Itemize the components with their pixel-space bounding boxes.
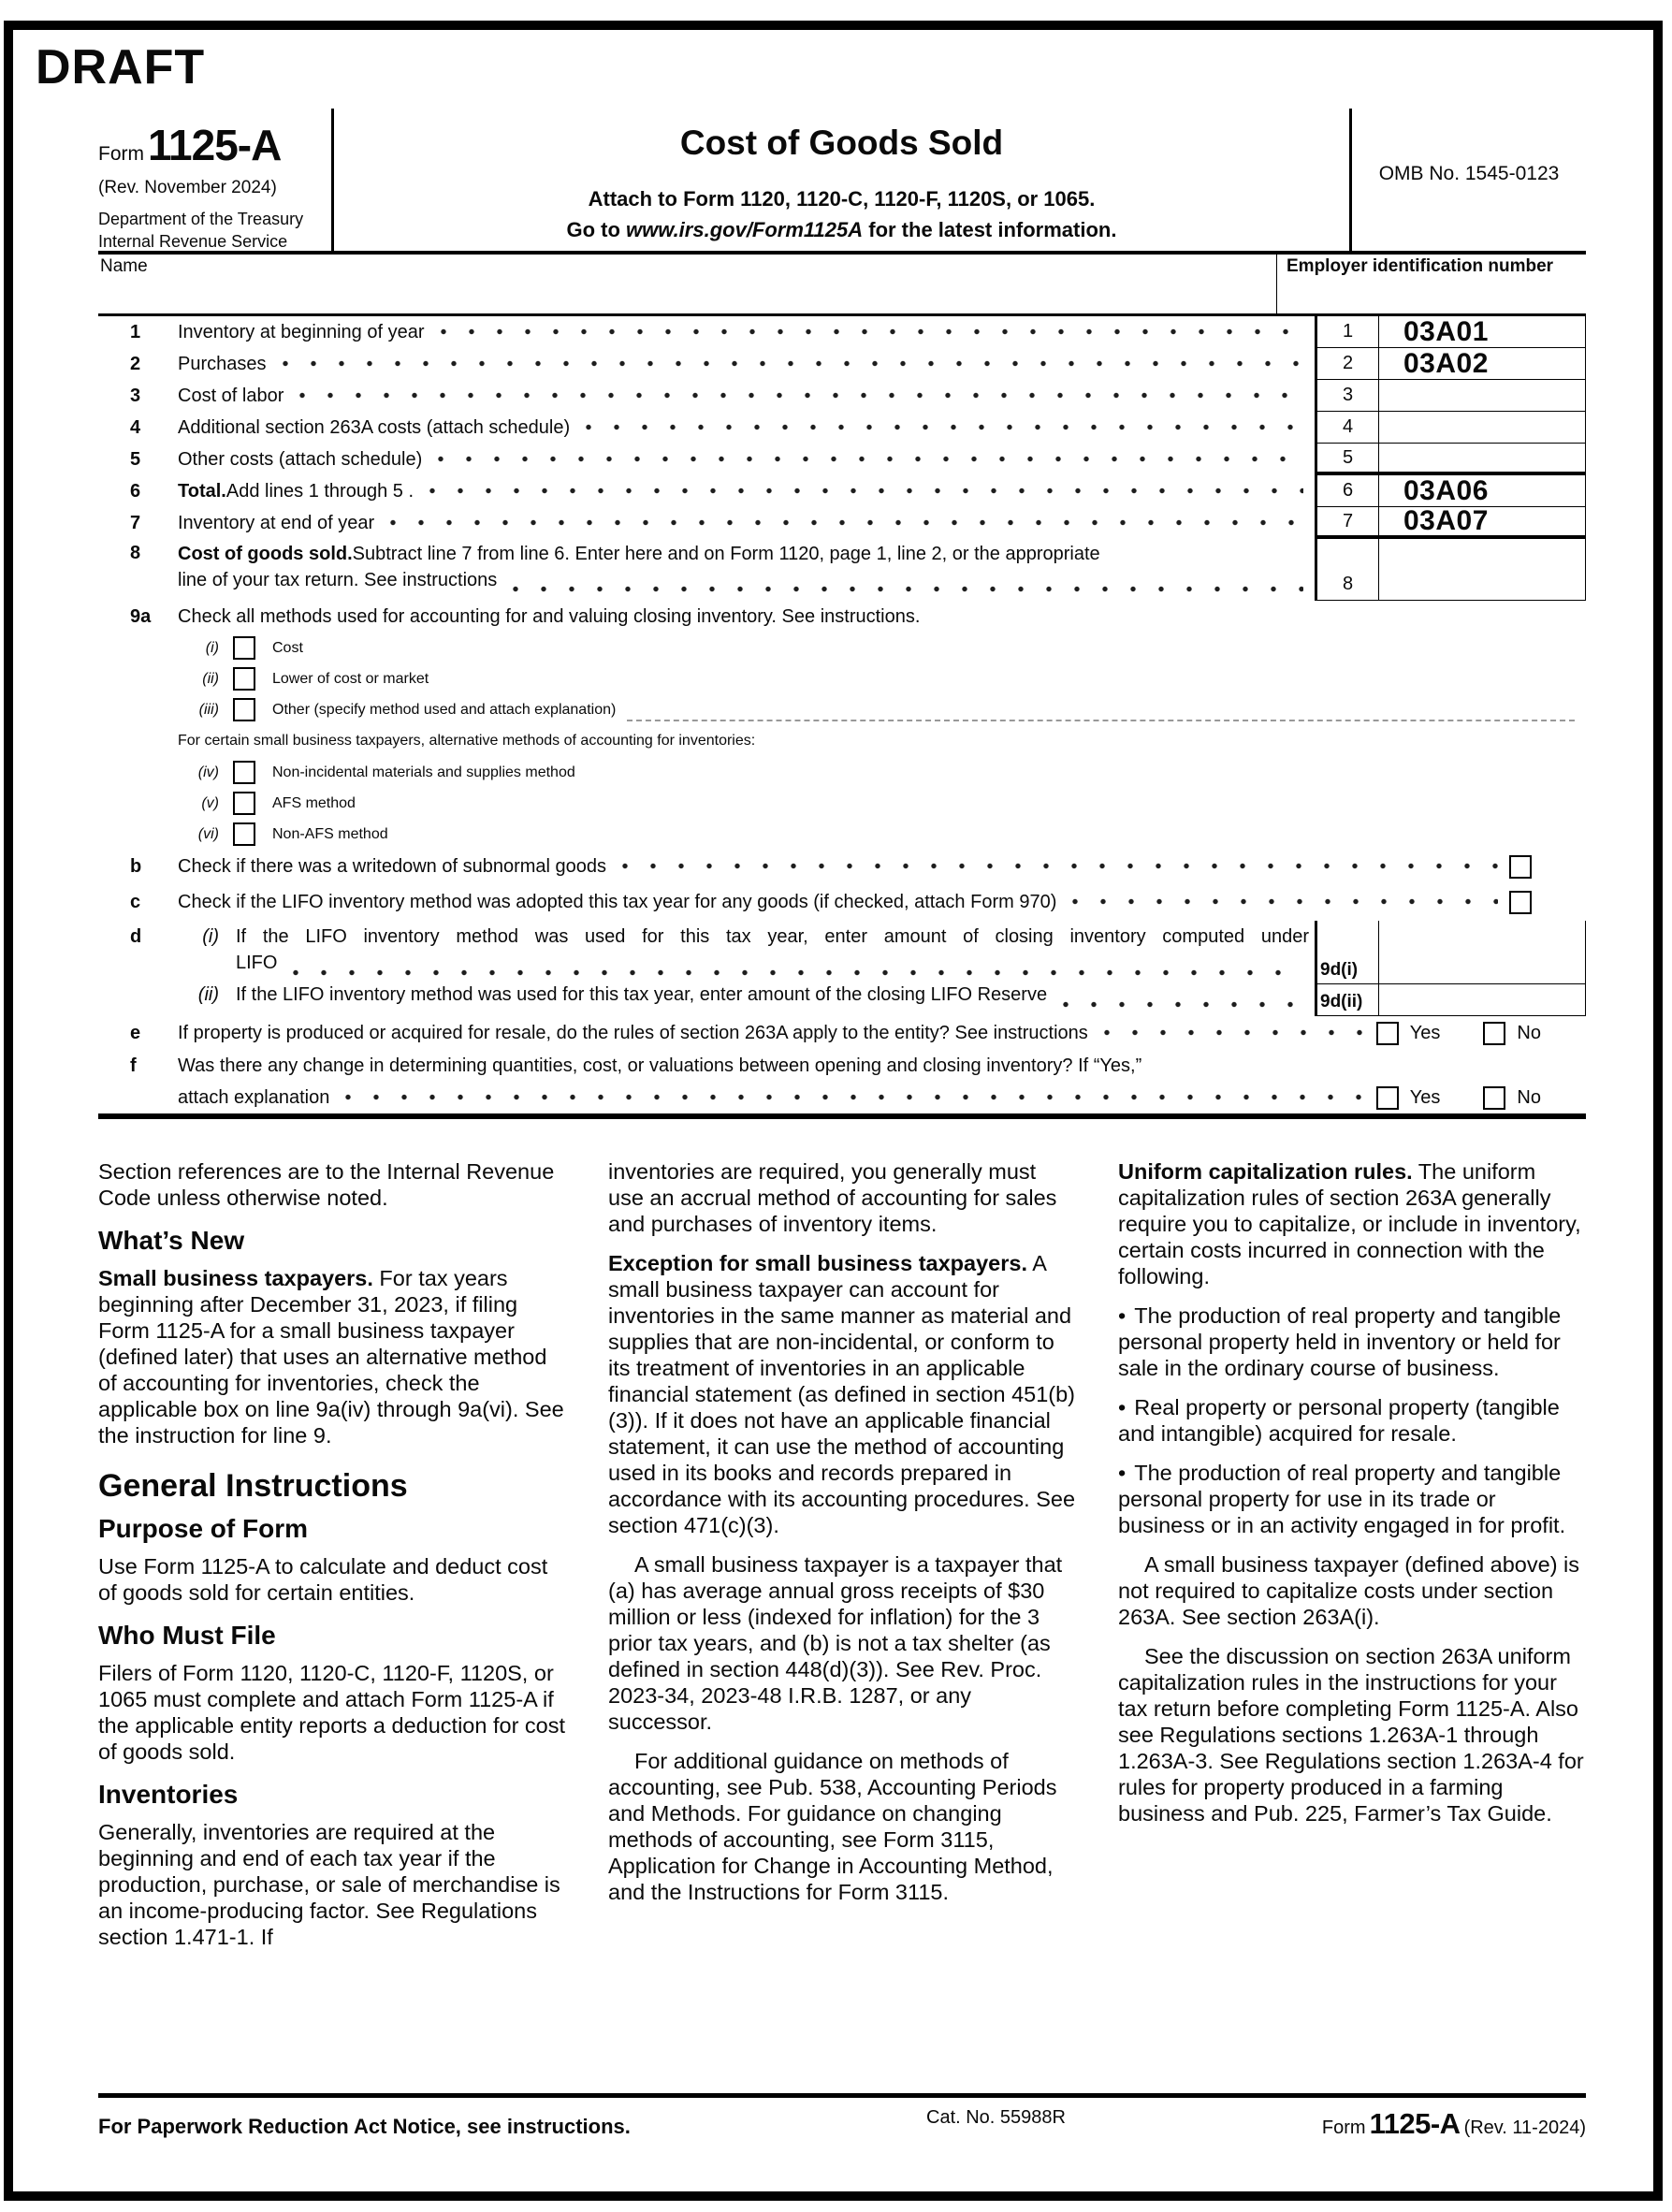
line-4-label: Additional section 263A costs (attach schedule) <box>178 416 571 438</box>
form-line-9d <box>98 921 1586 1016</box>
heading-who-must-file: Who Must File <box>98 1621 276 1650</box>
line-3-box-number: 3 <box>1315 380 1378 412</box>
footer-revision: (Rev. 11-2024) <box>1463 2117 1586 2138</box>
agency-block <box>98 208 331 253</box>
line-2-value: 03A02 <box>1403 347 1489 379</box>
line-5-amount-field[interactable] <box>1378 444 1586 475</box>
line-9d-ii-box-label: 9d(ii) <box>1317 984 1379 1015</box>
dot-leader <box>427 487 1303 495</box>
footer-form-number: 1125-A <box>1369 2107 1461 2140</box>
form-line-3 <box>98 380 1586 412</box>
line-9d-ii-box-row <box>1317 984 1585 1016</box>
ein-field[interactable] <box>1287 277 1586 309</box>
ein-cell <box>1277 251 1586 313</box>
method-row-iv <box>98 757 1586 788</box>
line-9d-box-column <box>1315 921 1586 1016</box>
instructions-column-3 <box>1118 1158 1586 1963</box>
line-1-box-number: 1 <box>1315 316 1378 348</box>
name-label: Name <box>100 256 148 276</box>
line-4-number: 4 <box>130 416 141 438</box>
goto-instruction <box>334 218 1349 242</box>
omb-block <box>1352 109 1586 251</box>
line-6-number: 6 <box>130 480 141 502</box>
checkbox-9a-v-afs[interactable] <box>233 792 255 815</box>
line-8-amount-field[interactable] <box>1378 539 1586 601</box>
dot-leader <box>619 862 1498 870</box>
form-line-9e <box>98 1016 1586 1050</box>
goto-prefix: Go to <box>566 218 627 241</box>
dot-leader <box>1101 1028 1365 1037</box>
dot-leader <box>438 327 1303 336</box>
label-9f-no: No <box>1517 1086 1541 1108</box>
line-9a-intro: Check all methods used for accounting for and valuing closing inventory. See instructions. <box>178 605 921 627</box>
para-inventories-continued: inventories are required, you generally must use an accrual method of accounting for sales and purchases of inventory items. <box>608 1159 1057 1236</box>
heading-whats-new: What’s New <box>98 1226 245 1255</box>
line-8-label-line2: line of your tax return. See instructions <box>178 570 498 590</box>
line-9e-yes-no <box>1376 1022 1541 1045</box>
form-revision: (Rev. November 2024) <box>98 178 277 197</box>
para-purpose: Use Form 1125-A to calculate and deduct cost of goods sold for certain entities. <box>98 1554 548 1605</box>
dot-leader <box>297 391 1303 400</box>
line-9d-i-box-row <box>1317 921 1585 984</box>
bullet-production-inventory: • The production of real property and tangible personal property held in inventory or held for sale in the ordinary course of business. <box>1118 1303 1562 1380</box>
checkbox-9a-iii-other[interactable] <box>233 698 255 721</box>
alt-methods-intro-row <box>98 725 1586 757</box>
heading-general-instructions: General Instructions <box>98 1468 408 1504</box>
label-9a-ii: Lower of cost or market <box>272 670 429 687</box>
form-line-4 <box>98 412 1586 444</box>
footer-divider <box>98 2093 1586 2098</box>
checkbox-9a-ii-lower-cost-market[interactable] <box>233 667 255 691</box>
form-line-8 <box>98 539 1586 601</box>
roman-v: (v) <box>201 794 219 811</box>
dot-leader <box>387 518 1303 527</box>
form-line-9c <box>98 883 1586 921</box>
label-9e-no: No <box>1517 1022 1541 1043</box>
roman-vi: (vi) <box>197 825 219 842</box>
checkbox-9b-writedown[interactable] <box>1509 855 1532 879</box>
form-line-5 <box>98 444 1586 475</box>
checkbox-9e-no[interactable] <box>1483 1022 1505 1045</box>
line-7-amount-field[interactable] <box>1378 507 1586 539</box>
irs-url-link[interactable]: www.irs.gov/Form1125A <box>626 218 864 241</box>
form-line-1 <box>98 316 1586 348</box>
draft-watermark: DRAFT <box>36 40 206 95</box>
checkbox-9f-yes[interactable] <box>1376 1086 1399 1110</box>
line-2-box-number: 2 <box>1315 348 1378 380</box>
dot-leader <box>1060 1000 1303 1009</box>
para-small-business-definition: A small business taxpayer is a taxpayer that (a) has average annual gross receipts of $30 million or less (indexed for inflation) for the 3 prior tax years, and (b) is not a tax shelter (as defined in section 448(d)(3)). See Rev. Proc. 2023-34, 2023-48 I.R.B. 1287, or any successor. <box>608 1552 1063 1734</box>
para-small-business-taxpayers: Small business taxpayers. For tax years beginning after December 31, 2023, if filing Form 1125-A for a small business taxpayer (defined later) that uses an alternative method of accounting for inventories, check the applicable box on line 9a(iv) through 9a(vi). See the instruction for line 9. <box>98 1266 564 1448</box>
bullet-icon: • <box>1118 1461 1127 1485</box>
roman-9d-ii: (ii) <box>197 984 219 1005</box>
line-9f-label-line2: attach explanation <box>178 1086 330 1108</box>
dot-leader <box>435 455 1303 463</box>
form-id-line <box>98 120 331 170</box>
omb-number: OMB No. 1545-0123 <box>1378 163 1560 184</box>
line-9d-i-row1 <box>98 921 1315 953</box>
page-footer <box>98 2107 1586 2141</box>
instructions-column-2 <box>608 1158 1076 1963</box>
checkbox-9a-i-cost[interactable] <box>233 636 255 660</box>
dot-leader <box>280 359 1304 368</box>
line-9c-letter: c <box>130 891 141 912</box>
instructions-section <box>98 1158 1586 1963</box>
ein-label: Employer identification number <box>1287 256 1554 276</box>
line-2-number: 2 <box>130 353 141 374</box>
line-1-value: 03A01 <box>1403 315 1489 347</box>
para-not-required-capitalize: A small business taxpayer (defined above) is not required to capitalize costs under section 263A. See section 263A(i). <box>1118 1552 1580 1629</box>
identity-row <box>98 251 1586 316</box>
other-method-specify-line[interactable] <box>627 697 1575 721</box>
line-9d-ii-text: If the LIFO inventory method was used for this tax year, enter amount of the closing LIFO Reserve <box>236 984 1048 1005</box>
line-9d-i-lifo: LIFO <box>236 953 278 973</box>
name-cell <box>98 251 1277 313</box>
bullet-icon: • <box>1118 1395 1127 1419</box>
footer-form-word: Form <box>1321 2117 1366 2138</box>
footer-form-id <box>1322 2107 1586 2141</box>
checkbox-9a-iv-non-incidental[interactable] <box>233 761 255 784</box>
para-who-must-file: Filers of Form 1120, 1120-C, 1120-F, 1120S, or 1065 must complete and attach Form 1125-A if the applicable entity reports a deduction for cost of goods sold. <box>98 1661 566 1764</box>
form-line-7 <box>98 507 1586 539</box>
para-unicap: Uniform capitalization rules. The uniform capitalization rules of section 263A generally require you to capitalize, or include in inventory, certain costs incurred in connection with the following. <box>1118 1159 1581 1288</box>
checkbox-9e-yes[interactable] <box>1376 1022 1399 1045</box>
line-9d-ii-amount-field[interactable] <box>1379 984 1585 1015</box>
line-9f-letter: f <box>130 1055 137 1076</box>
catalog-number: Cat. No. 55988R <box>926 2107 1066 2128</box>
line-9c-label: Check if the LIFO inventory method was adopted this tax year for any goods (if checked, attach Form 970) <box>178 891 1057 912</box>
line-9b-label: Check if there was a writedown of subnormal goods <box>178 855 607 877</box>
line-9f-yes-no <box>1376 1086 1541 1110</box>
line-6-label-bold: Total. <box>178 480 226 502</box>
method-row-i <box>98 633 1586 663</box>
line-4-box-number: 4 <box>1315 412 1378 444</box>
line-6-label: Add lines 1 through 5 . <box>225 480 414 502</box>
heading-purpose-of-form: Purpose of Form <box>98 1514 309 1543</box>
line-2-label: Purchases <box>178 353 267 374</box>
form-title-block <box>334 109 1352 251</box>
dot-leader <box>583 423 1303 431</box>
checkbox-9f-no[interactable] <box>1483 1086 1505 1110</box>
roman-iii: (iii) <box>198 701 219 718</box>
paperwork-notice: For Paperwork Reduction Act Notice, see instructions. <box>98 2115 631 2138</box>
method-row-ii <box>98 663 1586 694</box>
label-9a-iii: Other (specify method used and attach explanation) <box>272 701 617 718</box>
agency-line-1: Department of the Treasury <box>98 210 304 228</box>
form-number: 1125-A <box>148 121 282 169</box>
form-line-9f <box>98 1050 1586 1113</box>
line-9d-i-row2 <box>98 953 1315 984</box>
line-9f-row1 <box>98 1050 1586 1082</box>
line-8-box-number: 8 <box>1315 539 1378 601</box>
line-9f-row2 <box>98 1082 1586 1113</box>
form-line-9a <box>98 601 1586 633</box>
agency-line-2: Internal Revenue Service <box>98 232 288 251</box>
heading-inventories: Inventories <box>98 1780 239 1809</box>
bullet-resale: • Real property or personal property (tangible and intangible) acquired for resale. <box>1118 1395 1560 1446</box>
line-9e-label: If property is produced or acquired for resale, do the rules of section 263A apply to the entity? See instructions <box>178 1022 1088 1043</box>
label-9a-v: AFS method <box>272 794 356 811</box>
line-6-value: 03A06 <box>1403 474 1489 506</box>
form-id-block <box>98 109 334 251</box>
line-3-number: 3 <box>130 385 141 406</box>
method-row-vi <box>98 819 1586 850</box>
attach-instruction: Attach to Form 1120, 1120-C, 1120-F, 1120S, or 1065. <box>588 187 1096 211</box>
roman-iv: (iv) <box>197 764 219 780</box>
line-1-amount-field[interactable] <box>1378 316 1586 348</box>
bullet-trade-business: • The production of real property and tangible personal property for use in its trade or business or in an activity engaged in for profit. <box>1118 1461 1566 1537</box>
line-7-box-number: 7 <box>1315 507 1378 539</box>
line-5-label: Other costs (attach schedule) <box>178 448 423 470</box>
form-title: Cost of Goods Sold <box>679 124 1004 162</box>
roman-ii: (ii) <box>202 670 219 687</box>
label-9e-yes: Yes <box>1409 1022 1441 1043</box>
line-9d-i-text: If the LIFO inventory method was used for this tax year, enter amount of closing inventory computed under <box>236 926 1309 947</box>
label-9a-i: Cost <box>272 639 303 656</box>
line-3-label: Cost of labor <box>178 385 284 406</box>
label-9a-iv: Non-incidental materials and supplies method <box>272 764 575 780</box>
section-references: Section references are to the Internal Revenue Code unless otherwise noted. <box>98 1159 555 1210</box>
form-line-9b <box>98 850 1586 883</box>
checkbox-9a-vi-non-afs[interactable] <box>233 822 255 846</box>
dot-leader <box>510 585 1303 593</box>
line-7-value: 03A07 <box>1403 505 1489 536</box>
form-line-6 <box>98 475 1586 507</box>
line-8-label-line1: Subtract line 7 from line 6. Enter here and on Form 1120, page 1, line 2, or the appropriate <box>352 544 1100 564</box>
line-9a-number: 9a <box>130 605 152 627</box>
label-9a-vi: Non-AFS method <box>272 825 388 842</box>
line-8-label-bold: Cost of goods sold. <box>178 544 353 564</box>
method-row-v <box>98 788 1586 819</box>
line-3-amount-field[interactable] <box>1378 380 1586 412</box>
line-9f-label-line1: Was there any change in determining quantities, cost, or valuations between opening and closing inventory? If “Yes,” <box>178 1055 1142 1076</box>
label-9f-yes: Yes <box>1409 1086 1441 1108</box>
form-line-2 <box>98 348 1586 380</box>
line-4-amount-field[interactable] <box>1378 412 1586 444</box>
name-field[interactable] <box>100 277 1276 309</box>
roman-9d-i: (i) <box>202 926 219 947</box>
roman-i: (i) <box>205 639 219 656</box>
alt-methods-intro: For certain small business taxpayers, alternative methods of accounting for inventories: <box>178 733 756 749</box>
form-body <box>98 316 1586 1119</box>
line-9d-i-amount-field[interactable] <box>1379 921 1585 983</box>
para-exception: Exception for small business taxpayers. A small business taxpayer can account for inventories in the same manner as material and supplies that are non-incidental, or conform to its treatment of inventories in an applicable financial statement (as defined in section 451(b)(3)). If it does not have an applicable financial statement, it can use the method of accounting used in its books and records prepared in accordance with its accounting procedures. See section 471(c)(3). <box>608 1251 1076 1537</box>
line-8-number: 8 <box>130 543 141 563</box>
method-row-iii <box>98 694 1586 725</box>
line-5-number: 5 <box>130 448 141 470</box>
line-9d-letter: d <box>130 925 142 947</box>
line-9e-letter: e <box>130 1022 141 1043</box>
para-additional-guidance: For additional guidance on methods of accounting, see Pub. 538, Accounting Periods and Methods. For guidance on changing methods of accounting, see Form 3115, Application for Change in Accounting Method, and the Instructions for Form 3115. <box>608 1749 1057 1904</box>
goto-suffix: for the latest information. <box>863 218 1117 241</box>
line-7-number: 7 <box>130 512 141 533</box>
line-6-box-number: 6 <box>1315 475 1378 507</box>
line-9d-ii-row <box>98 984 1315 1016</box>
line-2-amount-field[interactable] <box>1378 348 1586 380</box>
para-see-discussion: See the discussion on section 263A uniform capitalization rules in the instructions for your tax return before completing Form 1125-A. Also see Regulations sections 1.263A-1 through 1.263A-3. See Regulations section 1.263A-4 for rules for property produced in a farming business and Pub. 225, Farmer’s Tax Guide. <box>1118 1644 1584 1826</box>
line-1-number: 1 <box>130 321 141 342</box>
dot-leader <box>342 1093 1364 1101</box>
line-9b-letter: b <box>130 855 142 877</box>
line-6-amount-field[interactable] <box>1378 475 1586 507</box>
form-header <box>98 109 1586 255</box>
dot-leader <box>290 968 1303 977</box>
bullet-icon: • <box>1118 1303 1127 1328</box>
dot-leader <box>1069 897 1498 906</box>
checkbox-9c-lifo-adopted[interactable] <box>1509 891 1532 914</box>
line-1-label: Inventory at beginning of year <box>178 321 425 342</box>
line-9d-i-box-label: 9d(i) <box>1317 921 1379 983</box>
para-inventories: Generally, inventories are required at the beginning and end of each tax year if the production, purchase, or sale of merchandise is an income-producing factor. See Regulations section 1.471-1. If <box>98 1820 560 1949</box>
line-7-label: Inventory at end of year <box>178 512 375 533</box>
form-word: Form <box>98 143 144 165</box>
line-5-box-number: 5 <box>1315 444 1378 475</box>
instructions-column-1 <box>98 1158 566 1963</box>
